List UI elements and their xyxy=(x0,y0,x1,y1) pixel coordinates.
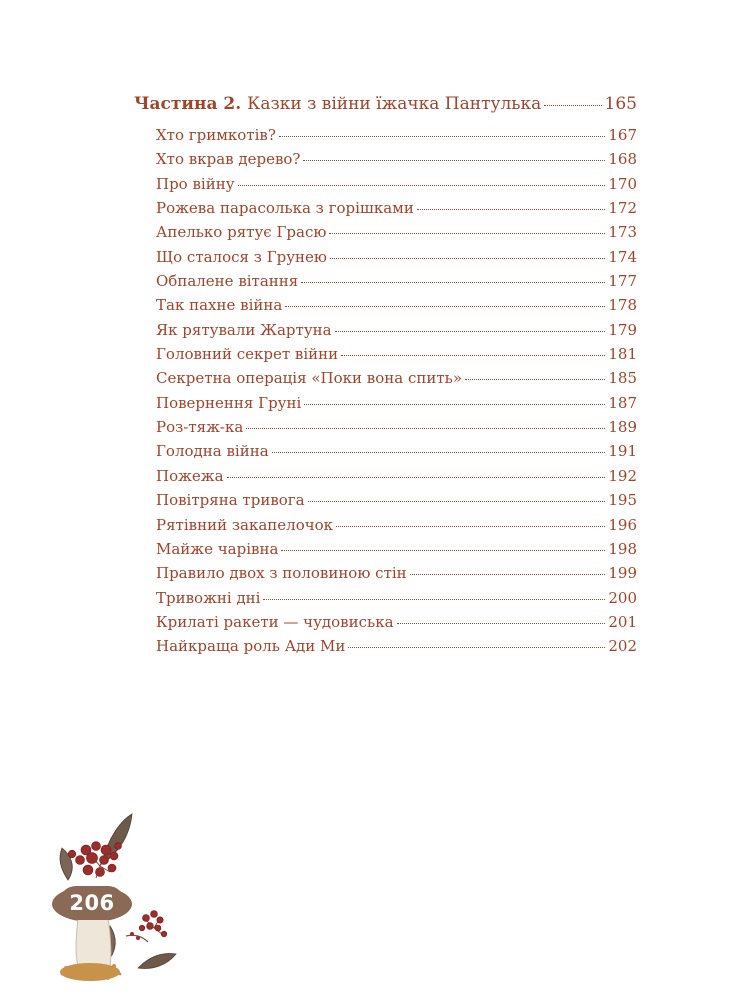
entry-page-number: 178 xyxy=(608,296,637,315)
toc-entry[interactable] xyxy=(156,248,637,272)
toc-entry[interactable] xyxy=(156,442,637,466)
dot-leader xyxy=(397,623,606,624)
toc-entry[interactable] xyxy=(156,150,637,174)
page-number-badge: 206 xyxy=(59,886,125,920)
dot-leader xyxy=(410,574,606,575)
part-page-number: 165 xyxy=(604,94,637,114)
toc-entry[interactable] xyxy=(156,637,637,661)
powder-pile xyxy=(60,963,121,981)
dot-leader xyxy=(465,379,605,380)
toc-entry[interactable] xyxy=(156,394,637,418)
entry-page-number: 202 xyxy=(608,637,637,656)
toc-entry[interactable] xyxy=(156,126,637,150)
entry-page-number: 187 xyxy=(608,393,637,412)
entry-page-number: 199 xyxy=(608,564,637,583)
entry-page-number: 173 xyxy=(608,223,637,242)
entry-title: Тривожні дні xyxy=(156,588,261,607)
part-title: Казки з війни їжачка Пантулька xyxy=(247,94,542,114)
entry-title: Найкраща роль Ади Ми xyxy=(156,637,346,656)
dot-leader xyxy=(304,404,605,405)
toc-entry[interactable] xyxy=(156,491,637,515)
entry-page-number: 181 xyxy=(608,345,637,364)
entry-page-number: 192 xyxy=(608,466,637,485)
entry-title: Роз-тяж-ка xyxy=(156,418,244,437)
dot-leader xyxy=(308,501,606,502)
dot-leader xyxy=(341,355,605,356)
entry-title: Крилаті ракети — чудовиська xyxy=(156,612,394,631)
part-label: Частина 2. xyxy=(134,94,242,114)
toc-entry[interactable] xyxy=(156,321,637,345)
dot-leader xyxy=(238,185,606,186)
toc-entry[interactable] xyxy=(156,199,637,223)
entry-title: Так пахне війна xyxy=(156,296,283,315)
entry-title: Майже чарівна xyxy=(156,539,279,558)
entry-title: Повітряна тривога xyxy=(156,491,305,510)
entry-title: Рятівний закапелочок xyxy=(156,515,334,534)
dot-leader xyxy=(417,209,606,210)
dot-leader xyxy=(544,105,601,106)
dot-leader xyxy=(303,160,605,161)
entry-page-number: 198 xyxy=(608,539,637,558)
dot-leader xyxy=(335,331,606,332)
entry-page-number: 200 xyxy=(608,588,637,607)
entry-page-number: 185 xyxy=(608,369,637,388)
berry-cluster xyxy=(139,911,167,937)
entry-page-number: 168 xyxy=(608,150,637,169)
entry-title: Головний секрет війни xyxy=(156,345,339,364)
entry-title: Рожева парасолька з горішками xyxy=(156,199,414,218)
dot-leader xyxy=(285,306,605,307)
entry-title: Апелько рятує Грасю xyxy=(156,223,327,242)
dot-leader xyxy=(272,452,606,453)
entry-title: Про війну xyxy=(156,174,235,193)
toc-entry[interactable] xyxy=(156,223,637,247)
dot-leader xyxy=(227,477,606,478)
entry-title: Пожежа xyxy=(156,466,224,485)
toc-entry[interactable] xyxy=(156,418,637,442)
toc-entry[interactable] xyxy=(156,589,637,613)
entry-title: Як рятували Жартуна xyxy=(156,320,332,339)
dot-leader xyxy=(348,647,605,648)
toc-entry[interactable] xyxy=(156,369,637,393)
entry-page-number: 174 xyxy=(608,247,637,266)
table-of-contents xyxy=(134,94,637,662)
toc-entry[interactable] xyxy=(156,272,637,296)
toc-entry[interactable] xyxy=(156,296,637,320)
entry-title: Секретна операція «Поки вона спить» xyxy=(156,369,462,388)
toc-entry[interactable] xyxy=(156,345,637,369)
entry-page-number: 201 xyxy=(608,612,637,631)
entry-title: Хто гримкотів? xyxy=(156,126,276,144)
entry-page-number: 191 xyxy=(608,442,637,461)
toc-entry[interactable] xyxy=(156,516,637,540)
entry-title: Що сталося з Грунею xyxy=(156,247,327,266)
entry-page-number: 170 xyxy=(608,174,637,193)
toc-entry[interactable] xyxy=(156,175,637,199)
entry-title: Голодна війна xyxy=(156,442,269,461)
dot-leader xyxy=(336,526,605,527)
dot-leader xyxy=(330,258,605,259)
dot-leader xyxy=(281,550,605,551)
entry-page-number: 195 xyxy=(608,491,637,510)
part-heading[interactable] xyxy=(134,94,637,120)
dot-leader xyxy=(301,282,605,283)
entry-title: Правило двох з половиною стін xyxy=(156,564,407,583)
dot-leader xyxy=(263,599,605,600)
entry-page-number: 177 xyxy=(608,272,637,291)
dot-leader xyxy=(329,233,605,234)
entry-title: Хто вкрав дерево? xyxy=(156,150,301,169)
entry-page-number: 179 xyxy=(608,320,637,339)
entry-page-number: 196 xyxy=(608,515,637,534)
dot-leader xyxy=(279,136,605,137)
leaf-icon xyxy=(138,954,176,969)
toc-entry[interactable] xyxy=(156,564,637,588)
entry-page-number: 167 xyxy=(608,126,637,144)
toc-entry[interactable] xyxy=(156,540,637,564)
dot-leader xyxy=(246,428,605,429)
entry-page-number: 189 xyxy=(608,418,637,437)
toc-entry[interactable] xyxy=(156,467,637,491)
entry-title: Повернення Груні xyxy=(156,393,302,412)
entry-title: Обпалене вітання xyxy=(156,272,299,291)
entry-page-number: 172 xyxy=(608,199,637,218)
toc-entry[interactable] xyxy=(156,613,637,637)
toc-entries xyxy=(134,126,637,662)
